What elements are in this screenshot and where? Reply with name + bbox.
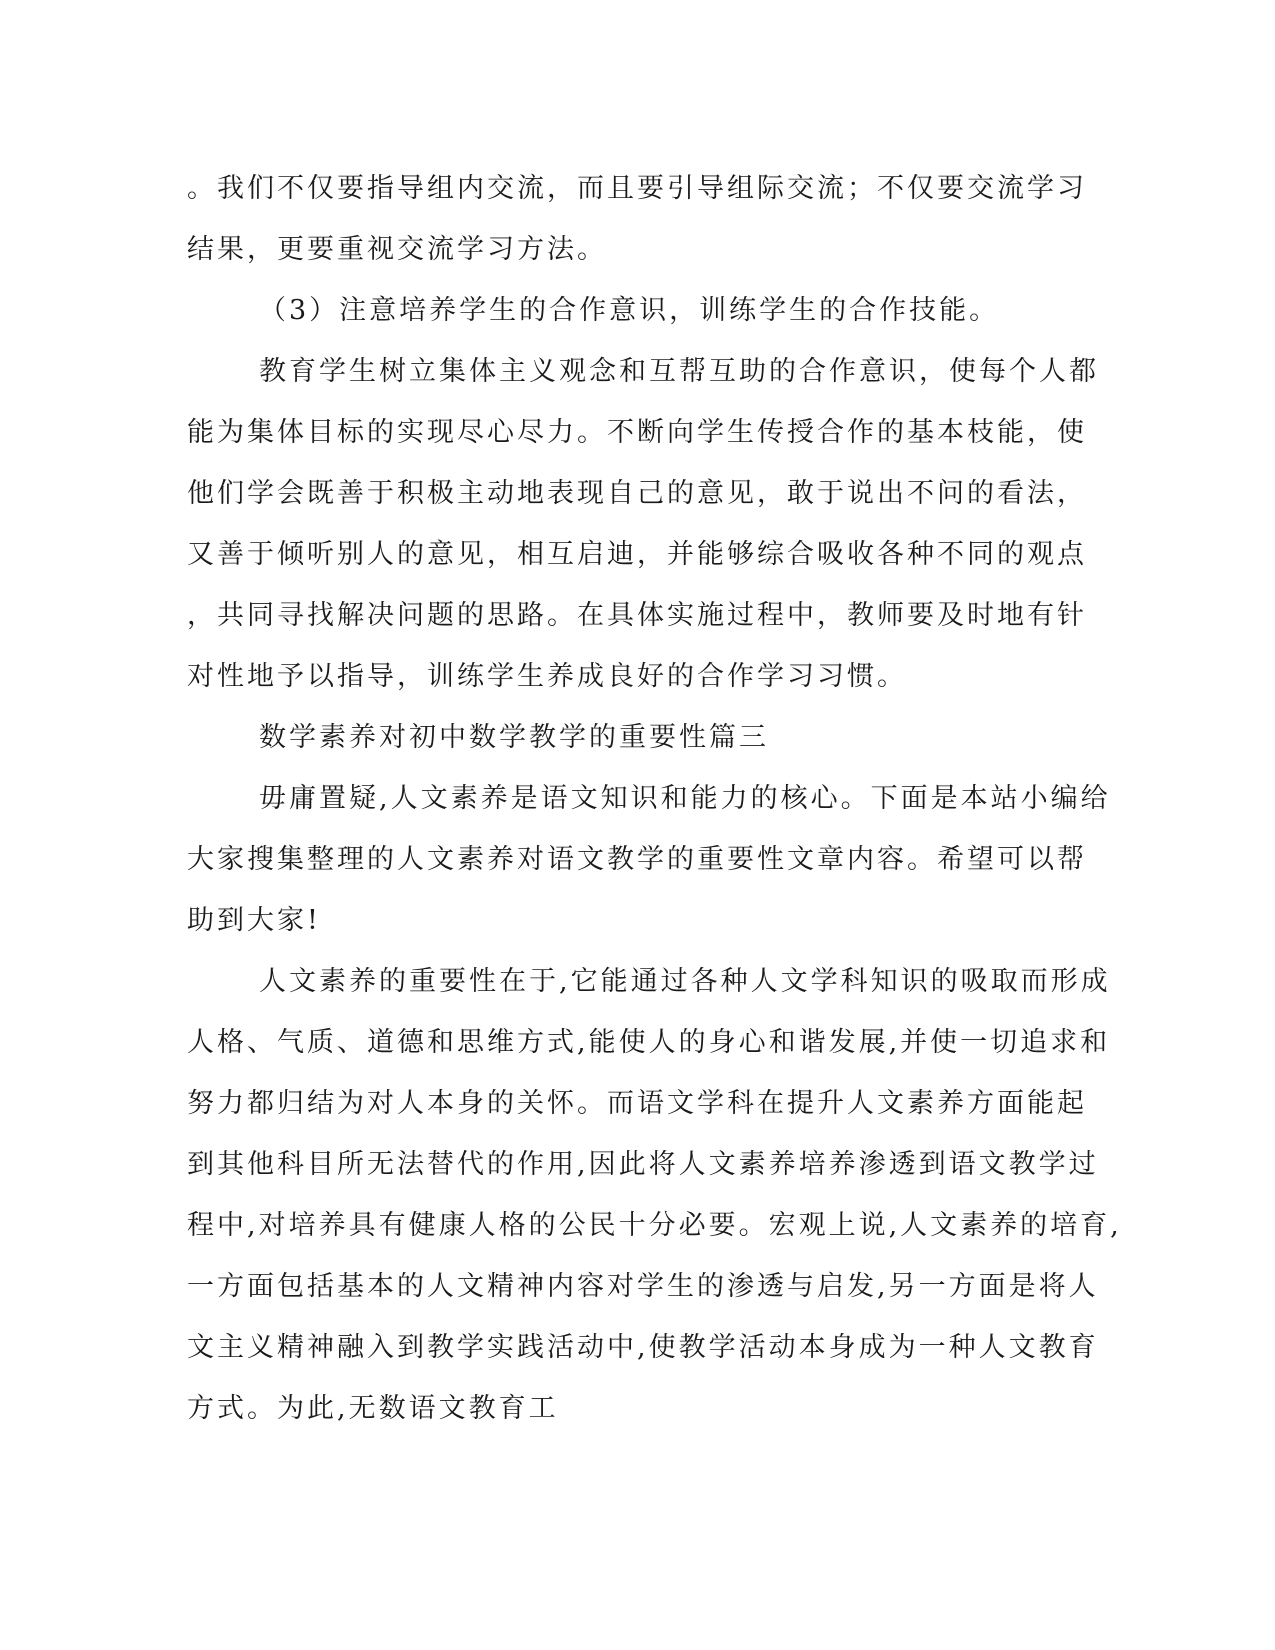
text-line-8: ，共同寻找解决问题的思路。在具体实施过程中，教师要及时地有针 bbox=[187, 600, 1087, 631]
text-line-9: 对性地予以指导，训练学生养成良好的合作学习习惯。 bbox=[187, 661, 907, 692]
text-line-13: 助到大家! bbox=[187, 905, 321, 936]
text-line-7: 又善于倾听别人的意见，相互启迪，并能够综合吸收各种不同的观点 bbox=[187, 539, 1087, 570]
text-line-11: 毋庸置疑,人文素养是语文知识和能力的核心。下面是本站小编给 bbox=[259, 783, 1111, 814]
text-line-21: 方式。为此,无数语文教育工 bbox=[187, 1393, 559, 1424]
text-line-14: 人文素养的重要性在于,它能通过各种人文学科知识的吸取而形成 bbox=[259, 966, 1111, 997]
text-line-19: 一方面包括基本的人文精神内容对学生的渗透与启发,另一方面是将人 bbox=[187, 1271, 1099, 1302]
text-line-3: （3）注意培养学生的合作意识，训练学生的合作技能。 bbox=[259, 295, 1000, 326]
text-line-12: 大家搜集整理的人文素养对语文教学的重要性文章内容。希望可以帮 bbox=[187, 844, 1087, 875]
text-line-18: 程中,对培养具有健康人格的公民十分必要。宏观上说,人文素养的培育, bbox=[187, 1210, 1122, 1241]
section-heading: 数学素养对初中数学教学的重要性篇三 bbox=[259, 722, 769, 753]
text-line-1: 。我们不仅要指导组内交流，而且要引导组际交流；不仅要交流学习 bbox=[187, 173, 1087, 204]
text-line-15: 人格、气质、道德和思维方式,能使人的身心和谐发展,并使一切追求和 bbox=[187, 1027, 1111, 1058]
text-line-5: 能为集体目标的实现尽心尽力。不断向学生传授合作的基本枝能，使 bbox=[187, 417, 1087, 448]
text-line-6: 他们学会既善于积极主动地表现自己的意见，敢于说出不问的看法， bbox=[187, 478, 1087, 509]
text-line-20: 文主义精神融入到教学实践活动中,使教学活动本身成为一种人文教育 bbox=[187, 1332, 1099, 1363]
text-line-4: 教育学生树立集体主义观念和互帮互助的合作意识，使每个人都 bbox=[259, 356, 1099, 387]
text-line-2: 结果，更要重视交流学习方法。 bbox=[187, 234, 607, 265]
text-line-16: 努力都归结为对人本身的关怀。而语文学科在提升人文素养方面能起 bbox=[187, 1088, 1087, 1119]
document-body bbox=[187, 158, 1122, 1439]
text-line-17: 到其他科目所无法替代的作用,因此将人文素养培养渗透到语文教学过 bbox=[187, 1149, 1099, 1180]
